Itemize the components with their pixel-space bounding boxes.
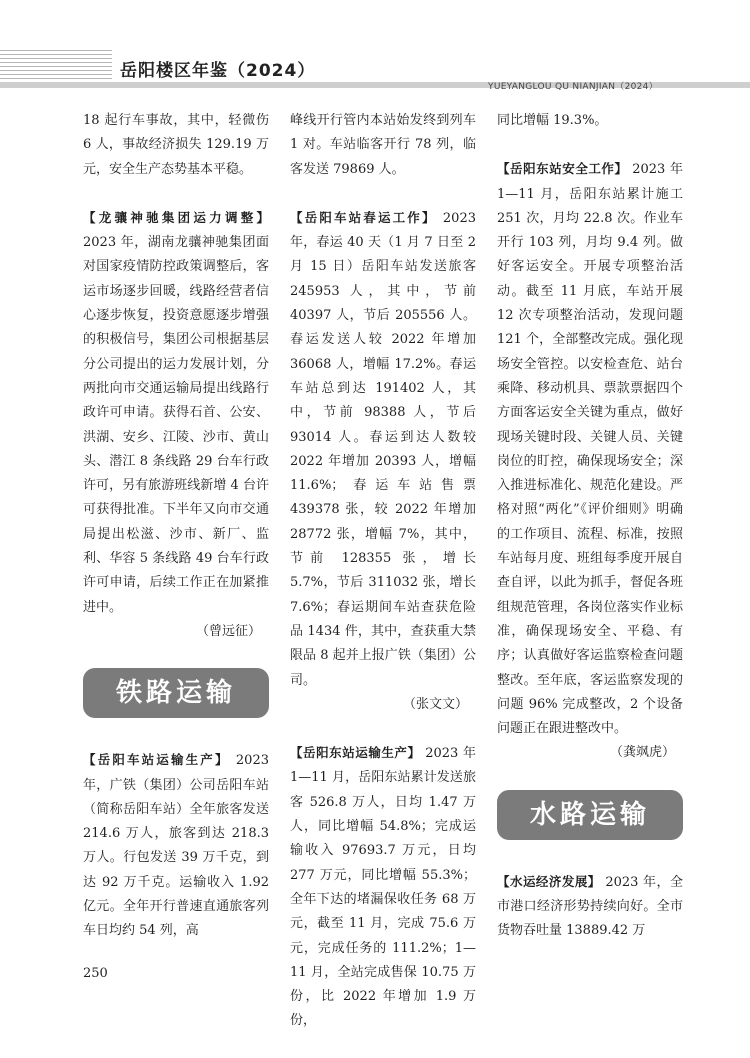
section-banner-waterway: 水路运输 [497,790,683,840]
entry-heading: 【岳阳车站春运工作】 [290,209,437,225]
author-credit: （龚飒虎） [609,745,675,761]
article-entry [497,157,683,741]
entry-heading: 【岳阳东站运输生产】 [290,745,421,761]
author-credit: （曾远征） [195,623,261,639]
entry-heading: 【岳阳车站运输生产】 [83,752,230,768]
author-credit: （张文文） [402,696,468,712]
article-entry [290,206,476,693]
article-entry [497,870,683,944]
entry-heading: 【龙骧神驰集团运力调整】 [83,209,269,225]
text-column-3 [497,109,683,968]
text-column-2 [290,109,476,1058]
entry-body: 2023 年，春运 40 天（1 月 7 日至 2 月 15 日）岳阳车站发送旅客 245953 人，其中，节前 40397 人，节后 205556 人。春运发送人较 2022 年增加 36068 人，增幅 17.2%。春运车站总到达 191402 人，其中，节前 98388 人，节后 93014 人。春运到达人数较 2022 年增加 20393 人，增幅 11.6%；春运车站售票 439378 张，较 2022 年增加 28772 张，增幅 7%，其中，节前 128355 张，增长 5.7%，节后 311032 张，增长 7.6%；春运期间车站查获危险品 1434 件，其中，查获重大禁限品 8 起并上报广铁（集团）公司。 [290,210,476,688]
entry-body: 2023 年 1—11 月，岳阳东站累计施工 251 次，月均 22.8 次。作业车开行 103 列，月均 9.4 列。做好客运安全。开展专项整治活动。截至 11 月底，车站开展 12 次专项整治活动，发现问题 121 个，全部整改完成。强化现场安全管控。以安检查危、站台乘降、移动机具、票款票据四个方面客运安全关键为重点，做好现场关键时段、关键人员、关键岗位的盯控，确保现场安全；深入推进标准化、规范化建设。严格对照“两化”《评价细则》明确的工作项目、流程、标准，按照车站每月度、班组每季度开展自查自评，以此为抓手，督促各班组规范管理，各岗位落实作业标准，确保现场安全、平稳、有序；认真做好客运监察检查问题整改。至年底，客运监察发现的问题 96% 完成整改，2 个设备问题正在跟进整改中。 [497,162,683,737]
paragraph: 峰线开行管内本站始发终到列车 1 对。车站临客开行 78 列，临客发送 79869 人。 [290,113,476,177]
entry-heading: 【岳阳东站安全工作】 [497,161,628,177]
text-column-1 [83,109,269,968]
header-decoration-lines [0,50,112,82]
entry-body: 2023 年，全市港口经济形势持续向好。全市货物吞吐量 13889.42 万 [497,874,683,939]
running-header-title: 岳阳楼区年鉴（2024） [120,61,316,81]
running-header-subtitle: YUEYANGLOU QU NIANJIAN（2024） [488,82,658,92]
page-number: 250 [83,966,108,981]
entry-heading: 【水运经济发展】 [497,873,601,889]
entry-body: 2023 年 1—11 月，岳阳东站累计发送旅客 526.8 万人，日均 1.47 万人，同比增幅 54.8%；完成运输收入 97693.7 万元，日均 277 万元，同比增幅 55.3%；全年下达的堵漏保收任务 68 万元，截至 11 月，完成 75.6 万元，完成任务的 111.2%；1—11 月，全站完成售保 10.75 万份，比 2022 年增加 1.9 万份， [290,746,476,1029]
paragraph: 18 起行车事故，其中，轻微伤 6 人，事故经济损失 129.19 万元，安全生产态势基本平稳。 [83,113,269,177]
entry-body: 2023 年，广铁（集团）公司岳阳车站（简称岳阳车站）全年旅客发送 214.6 万人，旅客到达 218.3 万人。行包发送 39 万千克，到达 92 万千克。运输收入 1.92 亿元。全年开行普速直通旅客列车日均约 54 列，高 [83,753,269,939]
article-entry [83,206,269,620]
article-entry [290,741,476,1034]
section-banner-railway: 铁路运输 [83,668,269,718]
article-entry [83,748,269,943]
entry-body: 2023 年，湖南龙骧神驰集团面对国家疫情防控政策调整后，客运市场逐步回暖，线路经营者信心逐步恢复，投资意愿逐步增强的积极信号，集团公司根据基层分公司提出的运力发展计划，分两批向市交通运输局提出线路行政许可申请。获得石首、公安、洪湖、安乡、江陵、沙市、黄山头、潜江 8 条线路 29 台车行政许可，另有旅游班线新增 4 台许可获得批准。下半年又向市交通局提出松滋、沙市、新厂、监利、华容 5 条线路 49 台车行政许可申请，后续工作正在加紧推进中。 [83,235,269,615]
paragraph: 同比增幅 19.3%。 [497,113,608,128]
